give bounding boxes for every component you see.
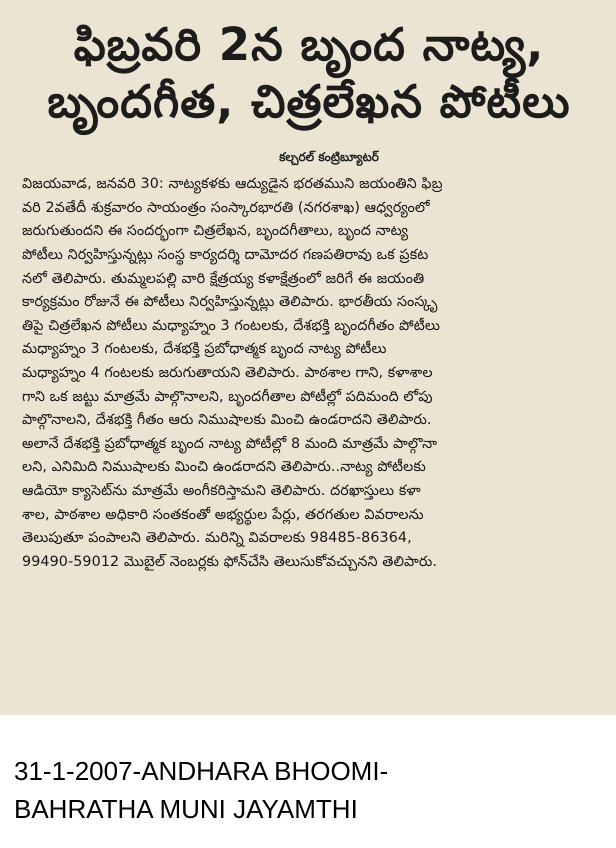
article-line: అలానే దేశభక్తి ప్రబోధాత్మక బృంద నాట్య పోటీల్లో 8 మంది మాత్రమే పాల్గొనా [22, 435, 438, 452]
article-line: విజయవాడ, జనవరి 30: నాట్యకళకు ఆద్యుడైన భరతముని జయంతిని ఫిబ్ర [22, 176, 443, 193]
headline-line-1: ఫిబ్రవరి 2న బృంద నాట్య, [73, 18, 545, 71]
article-line: శాల, పాఠశాల అధికారి సంతకంతో అభ్యర్థుల పేర్లు, తరగతుల వివరాలను [22, 506, 424, 523]
article-line: 99490-59012 మొబైల్ నెంబర్లకు ఫోన్‌చేసి తెలుసుకోవచ్చునని తెలిపారు. [22, 553, 438, 570]
headline-line-2: బృందగీత, చిత్రలేఖన పోటీలు [47, 75, 571, 129]
article-line: మధ్యాహ్నం 3 గంటలకు, దేశభక్తి ప్రబోధాత్మక బృంద నాట్య పోటీలు [22, 341, 387, 358]
article-line: కార్యక్రమం రోజునే ఈ పోటీలు నిర్వహిస్తున్నట్లు తెలిపారు. భారతీయ సంస్కృ [22, 294, 438, 311]
article-line: తిపై చిత్రలేఖన పోటీలు మధ్యాహ్నం 3 గంటలకు, దేశభక్తి బృందగీతం పోటీలు [22, 317, 441, 334]
article-line: తెలుపుతూ పంపాలని తెలిపారు. మరిన్ని వివరాలకు 98485-86364, [22, 530, 412, 547]
article-line: పోటీలు నిర్వహిస్తున్నట్లు సంస్థ కార్యదర్శి దామోదర గణపతిరావు ఒక ప్రకట [22, 246, 429, 263]
article-line: వరి 2వతేదీ శుక్రవారం సాయంత్రం సంస్కారభారతి (నగరశాఖ) ఆధ్వర్యంలో [22, 199, 430, 216]
caption-line-2: BAHRATHA MUNI JAYAMTHI [14, 794, 358, 824]
article-line: మధ్యాహ్నం 4 గంటలకు జరుగుతాయని తెలిపారు. పాఠశాల గాని, కళాశాల [22, 364, 433, 381]
article-line: ఆడియో క్యాసెట్‌ను మాత్రమే అంగీకరిస్తామని తెలిపారు. దరఖాస్తులు కళా [22, 482, 421, 499]
article-line: లని, ఎనిమిది నిముషాలకు మించి ఉండరాదని తెలిపారు..నాట్య పోటీలకు [22, 459, 426, 476]
article-body [22, 173, 596, 574]
article-line: జరుగుతుందని ఈ సందర్భంగా చిత్రలేఖన, బృందగీతాలు, బృంద నాట్య [22, 223, 409, 240]
image-caption [14, 752, 604, 828]
article-line: నలో తెలిపారు. తుమ్మలపల్లి వారి క్షేత్రయ్య కళాక్షేత్రంలో జరిగే ఈ జయంతి [22, 270, 425, 287]
byline: కల్చరల్ కంట్రిబ్యూటర్ [279, 150, 379, 165]
article-line: పాల్గొనాలని, దేశభక్తి గీతం ఆరు నిముషాలకు మించి ఉండరాదని తెలిపారు. [22, 412, 432, 429]
caption-line-1: 31-1-2007-ANDHARA BHOOMI- [14, 756, 389, 786]
article-line: గాని ఒక జట్టు మాత్రమే పాల్గొనాలని, బృందగీతాల పోటీల్లో పదిమంది లోపు [22, 388, 433, 405]
